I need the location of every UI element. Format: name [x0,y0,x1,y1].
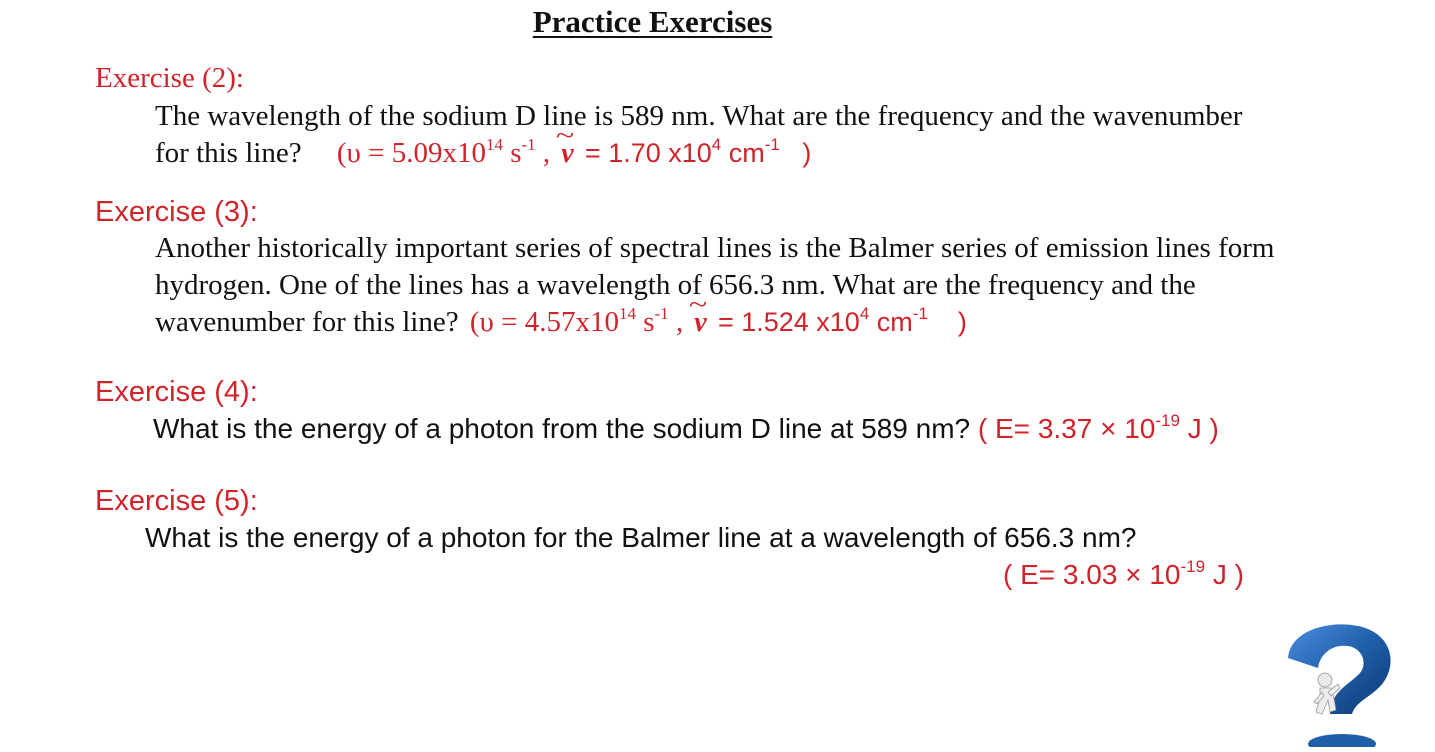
exercise-2-heading: Exercise (2): [95,62,244,94]
energy-unit: J ) [1179,413,1219,444]
frequency-value: (υ = 4.57x10 [469,306,619,338]
separator: , [535,137,558,169]
wavenumber-unit: cm [869,307,913,337]
exercise-3-line-3 [155,304,967,338]
exercise-2-question-end: for this line? [155,137,302,169]
energy-unit: J ) [1205,559,1244,590]
energy-exponent: -19 [1155,411,1180,430]
energy-value: ( E= 3.37 × 10 [977,413,1156,444]
exercise-3-line-2: hydrogen. One of the lines has a wavelength of 656.3 nm. What are the frequency and the [155,269,1196,301]
wavenumber-value: = 1.524 x10 [710,307,860,337]
wavenumber-symbol: ν ~ [557,140,577,168]
wavenumber-exponent: 4 [711,135,722,154]
exercise-3-heading: Exercise (3): [95,196,258,228]
separator: , [668,306,691,338]
frequency-exponent: 14 [618,304,636,323]
wavenumber-exponent: 4 [859,304,870,323]
exercise-2-answer [337,137,812,169]
exercise-3-answer [470,306,967,338]
wavenumber-unit-exponent: -1 [764,135,780,154]
question-mark-figure-icon [1270,618,1420,747]
answer-close: ) [927,307,967,337]
exercise-4-question: What is the energy of a photon from the sodium D line at 589 nm? [153,413,971,444]
answer-close: ) [779,138,812,168]
exercise-4-answer [978,413,1219,444]
wavenumber-unit: cm [721,138,765,168]
wavenumber-symbol: ν ~ [690,309,710,337]
exercise-5-question: What is the energy of a photon for the Balmer line at a wavelength of 656.3 nm? [145,522,1137,553]
wavenumber-unit-exponent: -1 [912,304,928,323]
frequency-value: (υ = 5.09x10 [336,137,486,169]
frequency-exponent: 14 [485,135,503,154]
energy-value: ( E= 3.03 × 10 [1003,559,1181,590]
exercise-2-line-1: The wavelength of the sodium D line is 589 nm. What are the frequency and the wavenumber [155,100,1243,132]
energy-exponent: -19 [1180,557,1206,576]
frequency-unit-exponent: -1 [654,304,669,323]
page-title: Practice Exercises [532,4,773,39]
exercise-2-line-2 [155,135,812,169]
exercise-4-line [153,411,1219,444]
wavenumber-value: = 1.70 x10 [577,138,712,168]
exercise-4-heading: Exercise (4): [95,376,258,408]
frequency-unit: s [502,137,522,169]
exercise-3-line-1: Another historically important series of spectral lines is the Balmer series of emission lines form [155,232,1275,264]
exercise-5-answer [1003,557,1244,590]
frequency-unit: s [635,306,655,338]
frequency-unit-exponent: -1 [521,135,536,154]
exercise-3-question-end: wavenumber for this line? [155,306,459,338]
exercise-5-heading: Exercise (5): [95,485,258,517]
